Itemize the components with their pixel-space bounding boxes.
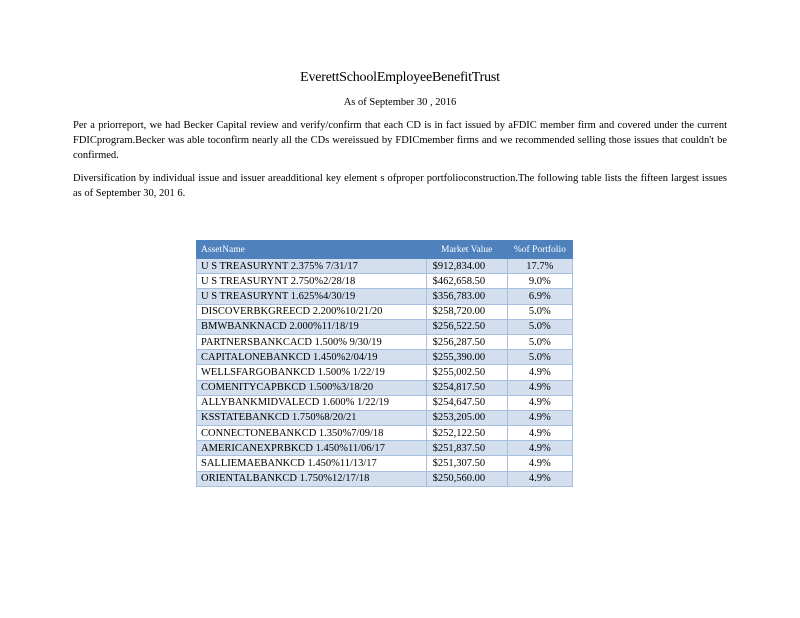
- asset-name-cell: U S TREASURYNT 2.375% 7/31/17: [197, 259, 427, 274]
- asset-name-cell: BMWBANKNACD 2.000%11/18/19: [197, 319, 427, 334]
- market-value-cell: $356,783.00: [426, 289, 507, 304]
- table-row: [197, 274, 573, 289]
- diversification-paragraph: Diversification by individual issue and issuer areadditional key element s ofproper portfolioconstruction.The following table lists the fifteen largest issues as of September 30, 201 6.: [73, 173, 727, 199]
- holdings-table: [196, 240, 573, 487]
- table-row: [197, 410, 573, 425]
- table-row: [197, 395, 573, 410]
- holdings-body: [197, 259, 573, 487]
- asset-name-cell: SALLIEMAEBANKCD 1.450%11/13/17: [197, 456, 427, 471]
- asset-name-cell: WELLSFARGOBANKCD 1.500% 1/22/19: [197, 365, 427, 380]
- percent-portfolio-cell: 5.0%: [507, 334, 572, 349]
- asset-name-cell: KSSTATEBANKCD 1.750%8/20/21: [197, 410, 427, 425]
- market-value-cell: $912,834.00: [426, 259, 507, 274]
- market-value-cell: $256,522.50: [426, 319, 507, 334]
- market-value-cell: $253,205.00: [426, 410, 507, 425]
- asset-name-cell: ORIENTALBANKCD 1.750%12/17/18: [197, 471, 427, 486]
- table-row: [197, 471, 573, 486]
- header-asset-name: AssetName: [197, 241, 427, 259]
- percent-portfolio-cell: 4.9%: [507, 471, 572, 486]
- percent-portfolio-cell: 4.9%: [507, 395, 572, 410]
- market-value-cell: $256,287.50: [426, 334, 507, 349]
- asset-name-cell: DISCOVERBKGREECD 2.200%10/21/20: [197, 304, 427, 319]
- percent-portfolio-cell: 4.9%: [507, 426, 572, 441]
- table-row: [197, 259, 573, 274]
- table-row: [197, 426, 573, 441]
- asset-name-cell: ALLYBANKMIDVALECD 1.600% 1/22/19: [197, 395, 427, 410]
- asset-name-cell: PARTNERSBANKCACD 1.500% 9/30/19: [197, 334, 427, 349]
- intro-paragraph: Per a priorreport, we had Becker Capital review and verify/confirm that each CD is in fact issued by aFDIC member firm and covered under the current FDICprogram.Becker was able toconfirm nearly all the CDs wereissued by FDICmember firms and we recommended selling those issues that couldn't be confirmed.: [73, 120, 727, 161]
- percent-portfolio-cell: 5.0%: [507, 350, 572, 365]
- table-row: [197, 350, 573, 365]
- percent-portfolio-cell: 9.0%: [507, 274, 572, 289]
- market-value-cell: $462,658.50: [426, 274, 507, 289]
- asset-name-cell: COMENITYCAPBKCD 1.500%3/18/20: [197, 380, 427, 395]
- percent-portfolio-cell: 4.9%: [507, 365, 572, 380]
- market-value-cell: $251,307.50: [426, 456, 507, 471]
- percent-portfolio-cell: 17.7%: [507, 259, 572, 274]
- table-row: [197, 365, 573, 380]
- asset-name-cell: U S TREASURYNT 2.750%2/28/18: [197, 274, 427, 289]
- table-row: [197, 289, 573, 304]
- market-value-cell: $252,122.50: [426, 426, 507, 441]
- table-row: [197, 304, 573, 319]
- page-title: EverettSchoolEmployeeBenefitTrust: [300, 70, 500, 85]
- percent-portfolio-cell: 4.9%: [507, 380, 572, 395]
- header-market-value: Market Value: [426, 241, 507, 259]
- percent-portfolio-cell: 4.9%: [507, 456, 572, 471]
- table-row: [197, 456, 573, 471]
- percent-portfolio-cell: 6.9%: [507, 289, 572, 304]
- table-row: [197, 380, 573, 395]
- report-date: As of September 30 , 2016: [343, 97, 457, 108]
- percent-portfolio-cell: 4.9%: [507, 441, 572, 456]
- table-row: [197, 441, 573, 456]
- market-value-cell: $254,647.50: [426, 395, 507, 410]
- table-header-row: [197, 241, 573, 259]
- asset-name-cell: CAPITALONEBANKCD 1.450%2/04/19: [197, 350, 427, 365]
- percent-portfolio-cell: 5.0%: [507, 319, 572, 334]
- percent-portfolio-cell: 4.9%: [507, 410, 572, 425]
- market-value-cell: $251,837.50: [426, 441, 507, 456]
- header-percent-portfolio: %of Portfolio: [507, 241, 572, 259]
- table-row: [197, 319, 573, 334]
- market-value-cell: $258,720.00: [426, 304, 507, 319]
- asset-name-cell: CONNECTONEBANKCD 1.350%7/09/18: [197, 426, 427, 441]
- asset-name-cell: AMERICANEXPRBKCD 1.450%11/06/17: [197, 441, 427, 456]
- table-row: [197, 334, 573, 349]
- market-value-cell: $255,002.50: [426, 365, 507, 380]
- asset-name-cell: U S TREASURYNT 1.625%4/30/19: [197, 289, 427, 304]
- market-value-cell: $250,560.00: [426, 471, 507, 486]
- market-value-cell: $255,390.00: [426, 350, 507, 365]
- market-value-cell: $254,817.50: [426, 380, 507, 395]
- percent-portfolio-cell: 5.0%: [507, 304, 572, 319]
